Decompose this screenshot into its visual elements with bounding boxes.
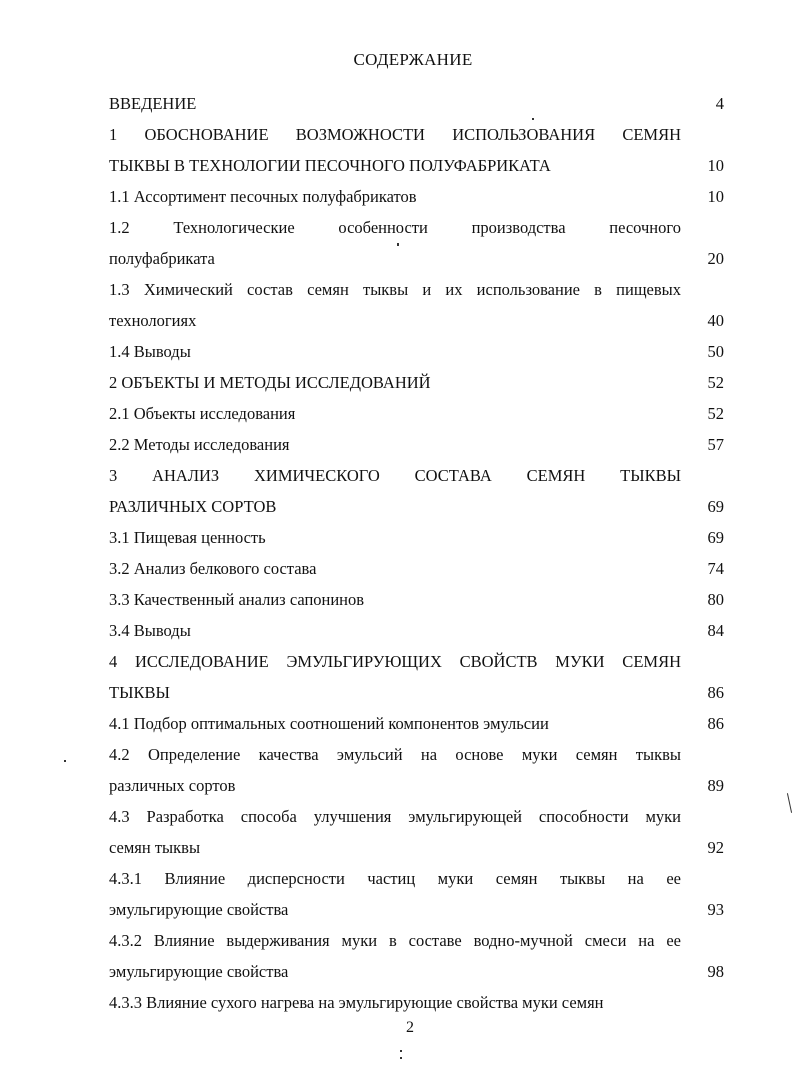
- toc-entry-text: 2 ОБЪЕКТЫ И МЕТОДЫ ИССЛЕДОВАНИЙ: [109, 373, 431, 392]
- toc-entry: [109, 336, 724, 367]
- toc-page-number: 93: [707, 900, 724, 919]
- toc-entry-text: ТЫКВЫ В ТЕХНОЛОГИИ ПЕСОЧНОГО ПОЛУФАБРИКАТА: [109, 156, 551, 175]
- toc-entry-text: 4.1 Подбор оптимальных соотношений компонентов эмульсии: [109, 714, 549, 733]
- toc-entry-text: 1.3 Химический состав семян тыквы и их использование в пищевых: [109, 280, 681, 299]
- toc-page-number: 10: [707, 187, 724, 206]
- toc-entry: [109, 987, 724, 1018]
- toc-page-number: 84: [707, 621, 724, 640]
- toc-entry: [109, 274, 724, 336]
- toc-entry-text: 1.1 Ассортимент песочных полуфабрикатов: [109, 187, 417, 206]
- toc-entry: [109, 181, 724, 212]
- toc-page-number: 40: [707, 311, 724, 330]
- toc-page-number: 80: [707, 590, 724, 609]
- toc-entry: [109, 119, 724, 181]
- toc-entry: [109, 88, 724, 119]
- toc-entry-text: ВВЕДЕНИЕ: [109, 94, 197, 113]
- toc-entry-text: эмульгирующие свойства: [109, 900, 289, 919]
- toc-entry-text: 4.3 Разработка способа улучшения эмульгирующей способности муки: [109, 807, 681, 826]
- toc-page-number: 57: [707, 435, 724, 454]
- toc-page-number: 86: [707, 714, 724, 733]
- toc-entry-text: эмульгирующие свойства: [109, 962, 289, 981]
- toc-entry-text: 1.2 Технологические особенности производства песочного: [109, 218, 681, 237]
- scan-speck: [532, 118, 534, 120]
- toc-entry: [109, 615, 724, 646]
- toc-page-number: 74: [707, 559, 724, 578]
- toc-page-number: 20: [707, 249, 724, 268]
- toc-entry: [109, 801, 724, 863]
- toc-page-number: 69: [707, 528, 724, 547]
- toc-entry: [109, 584, 724, 615]
- toc-page-number: 10: [707, 156, 724, 175]
- toc-page-number: 50: [707, 342, 724, 361]
- toc-entry-text: 4.2 Определение качества эмульсий на основе муки семян тыквы: [109, 745, 681, 764]
- toc-entry-text: ТЫКВЫ: [109, 683, 170, 702]
- scan-speck: [64, 760, 66, 762]
- toc-entry-text: 3.2 Анализ белкового состава: [109, 559, 317, 578]
- toc-entry-text: семян тыквы: [109, 838, 201, 857]
- toc-page-number: 52: [707, 373, 724, 392]
- toc-page-number: 86: [707, 683, 724, 702]
- toc-entry: [109, 212, 724, 274]
- toc-entry-text: полуфабриката: [109, 249, 215, 268]
- toc-entry-text: 1.4 Выводы: [109, 342, 191, 361]
- toc-entry: [109, 863, 724, 925]
- toc-entry-text: РАЗЛИЧНЫХ СОРТОВ: [109, 497, 277, 516]
- toc-entry-text: 3 АНАЛИЗ ХИМИЧЕСКОГО СОСТАВА СЕМЯН ТЫКВЫ: [109, 466, 681, 485]
- toc-entry: [109, 553, 724, 584]
- scan-speck: [397, 243, 399, 246]
- toc-entry-text: технологиях: [109, 311, 197, 330]
- scan-speck: [400, 1057, 402, 1059]
- toc-page-number: 92: [707, 838, 724, 857]
- toc-entry: [109, 429, 724, 460]
- toc-entry-text: 2.2 Методы исследования: [109, 435, 290, 454]
- toc-entry: [109, 708, 724, 739]
- toc-entry: [109, 925, 724, 987]
- toc-entry: [109, 646, 724, 708]
- toc-entry: [109, 460, 724, 522]
- toc-entry: [109, 398, 724, 429]
- toc-entry-text: 3.3 Качественный анализ сапонинов: [109, 590, 365, 609]
- toc-entry-text: 3.4 Выводы: [109, 621, 191, 640]
- toc-page-number: 69: [707, 497, 724, 516]
- toc-entry: [109, 739, 724, 801]
- scan-speck: [787, 793, 792, 813]
- toc-entry: [109, 367, 724, 398]
- toc-entry-text: 4.3.2 Влияние выдерживания муки в составе водно-мучной смеси на ее: [109, 931, 681, 950]
- toc-entry-text: различных сортов: [109, 776, 236, 795]
- toc-page-number: 4: [715, 94, 724, 113]
- toc-page-number: 52: [707, 404, 724, 423]
- toc-entry-text: 4.3.1 Влияние дисперсности частиц муки семян тыквы на ее: [109, 869, 681, 888]
- table-of-contents: [109, 88, 724, 1018]
- toc-title: СОДЕРЖАНИЕ: [353, 50, 473, 69]
- page-number: 2: [406, 1019, 414, 1036]
- toc-page-number: 89: [707, 776, 724, 795]
- toc-entry-text: 3.1 Пищевая ценность: [109, 528, 266, 547]
- toc-page-number: 98: [707, 962, 724, 981]
- toc-entry-text: 2.1 Объекты исследования: [109, 404, 296, 423]
- toc-entry-text: 4 ИССЛЕДОВАНИЕ ЭМУЛЬГИРУЮЩИХ СВОЙСТВ МУКИ СЕМЯН: [109, 652, 681, 671]
- toc-entry-text: 4.3.3 Влияние сухого нагрева на эмульгирующие свойства муки семян: [109, 993, 604, 1012]
- scan-speck: [400, 1050, 402, 1052]
- toc-entry: [109, 522, 724, 553]
- toc-entry-text: 1 ОБОСНОВАНИЕ ВОЗМОЖНОСТИ ИСПОЛЬЗОВАНИЯ СЕМЯН: [109, 125, 681, 144]
